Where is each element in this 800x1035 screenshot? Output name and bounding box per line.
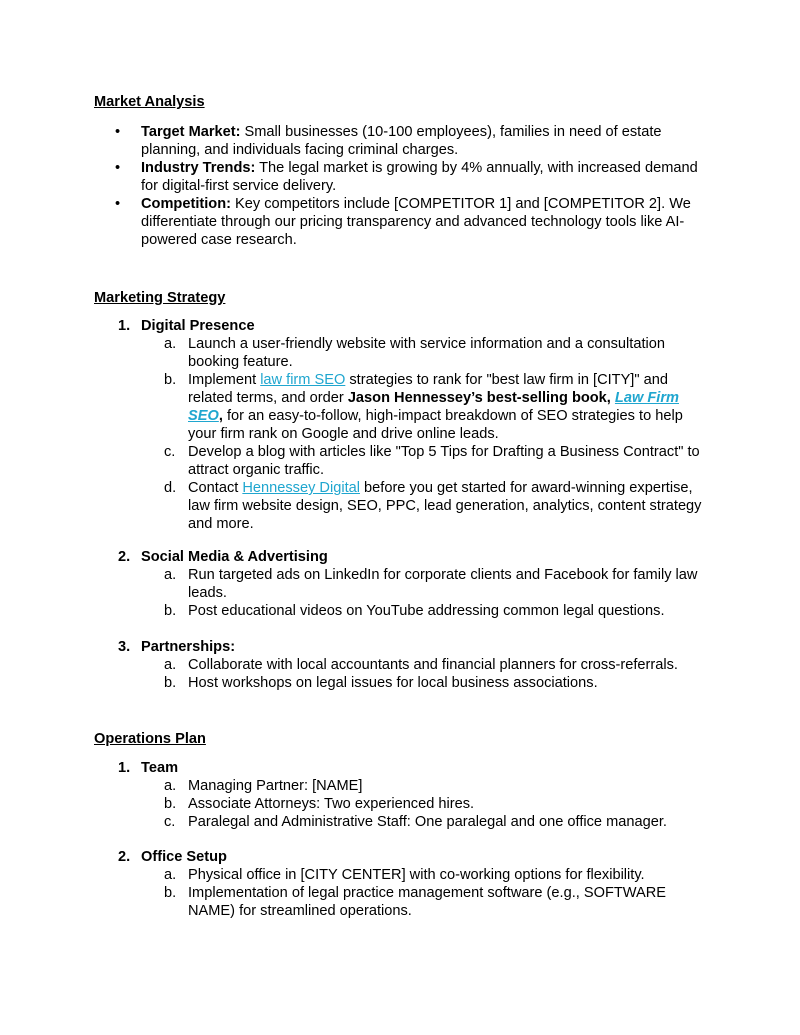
hennessey-digital-link[interactable]: Hennessey Digital xyxy=(242,480,360,496)
list-item: b. Implement law firm SEO strategies to rank for "best law firm in [CITY]" and related terms, and order Jason Hennessey’s best-selling book, Law Firm SEO, for an easy-to-follow, high-impact breakdown of SEO strategies to help your firm rank on Google and drive online leads. xyxy=(164,372,683,442)
law-firm-seo-link[interactable]: law firm SEO xyxy=(260,372,346,388)
industry-trends-label: Industry Trends: xyxy=(141,160,256,176)
list-item: b. Host workshops on legal issues for local business associations. xyxy=(164,675,598,691)
market-analysis-list xyxy=(94,123,714,249)
team-title: 1. Team xyxy=(118,760,179,776)
list-item-competition xyxy=(94,195,714,249)
office-setup-title: 2. Office Setup xyxy=(118,849,227,865)
list-item: a. Managing Partner: [NAME] xyxy=(164,778,363,794)
list-item: c. Paralegal and Administrative Staff: One paralegal and one office manager. xyxy=(164,814,667,830)
social-media-list xyxy=(94,566,714,620)
law-firm-seo-book-link[interactable]: Law Firm SEO xyxy=(188,390,679,424)
social-media-section xyxy=(94,548,714,620)
social-media-title: 2. Social Media & Advertising xyxy=(118,549,328,565)
market-analysis-heading: Market Analysis xyxy=(94,94,205,110)
list-item: b. Associate Attorneys: Two experienced hires. xyxy=(164,796,475,812)
list-item: b. Implementation of legal practice management software (e.g., SOFTWARE NAME) for streamlined operations. xyxy=(164,885,667,919)
list-item: a. Physical office in [CITY CENTER] with co-working options for flexibility. xyxy=(164,867,645,883)
digital-presence-list xyxy=(94,335,714,533)
competition-text: Key competitors include [COMPETITOR 1] and [COMPETITOR 2]. We differentiate through our pricing transparency and advanced technology tools like AI-powered case research. xyxy=(141,196,691,248)
list-item: a. Run targeted ads on LinkedIn for corporate clients and Facebook for family law leads. xyxy=(164,567,698,601)
list-item: a. Launch a user-friendly website with service information and a consultation booking feature. xyxy=(164,336,665,370)
operations-plan-heading: Operations Plan xyxy=(94,731,206,747)
bullet-icon: • xyxy=(115,124,121,140)
list-item: b. Post educational videos on YouTube addressing common legal questions. xyxy=(164,603,665,619)
bullet-icon: • xyxy=(115,160,121,176)
team-section xyxy=(94,759,714,831)
bullet-icon: • xyxy=(115,196,121,212)
office-setup-list xyxy=(94,866,714,920)
list-item-industry-trends xyxy=(94,159,714,195)
marketing-strategy-heading: Marketing Strategy xyxy=(94,290,226,306)
partnerships-title: 3. Partnerships: xyxy=(118,639,236,655)
digital-presence-section xyxy=(94,317,714,533)
industry-trends-text: The legal market is growing by 4% annually, with increased demand for digital-first service delivery. xyxy=(141,160,698,194)
target-market-text: Small businesses (10-100 employees), families in need of estate planning, and individuals facing criminal charges. xyxy=(141,124,662,158)
competition-label: Competition: xyxy=(141,196,231,212)
list-item: c. Develop a blog with articles like "Top 5 Tips for Drafting a Business Contract" to attract organic traffic. xyxy=(164,444,700,478)
team-list xyxy=(94,777,714,831)
list-item-target-market xyxy=(94,123,714,159)
list-item: a. Collaborate with local accountants and financial planners for cross-referrals. xyxy=(164,657,678,673)
digital-presence-title: 1. Digital Presence xyxy=(118,318,255,334)
partnerships-section xyxy=(94,638,714,692)
office-setup-section xyxy=(94,848,714,920)
partnerships-list xyxy=(94,656,714,692)
list-item: d. Contact Hennessey Digital before you get started for award-winning expertise, law firm website design, SEO, PPC, lead generation, analytics, content strategy and more. xyxy=(164,480,702,532)
target-market-label: Target Market: xyxy=(141,124,241,140)
